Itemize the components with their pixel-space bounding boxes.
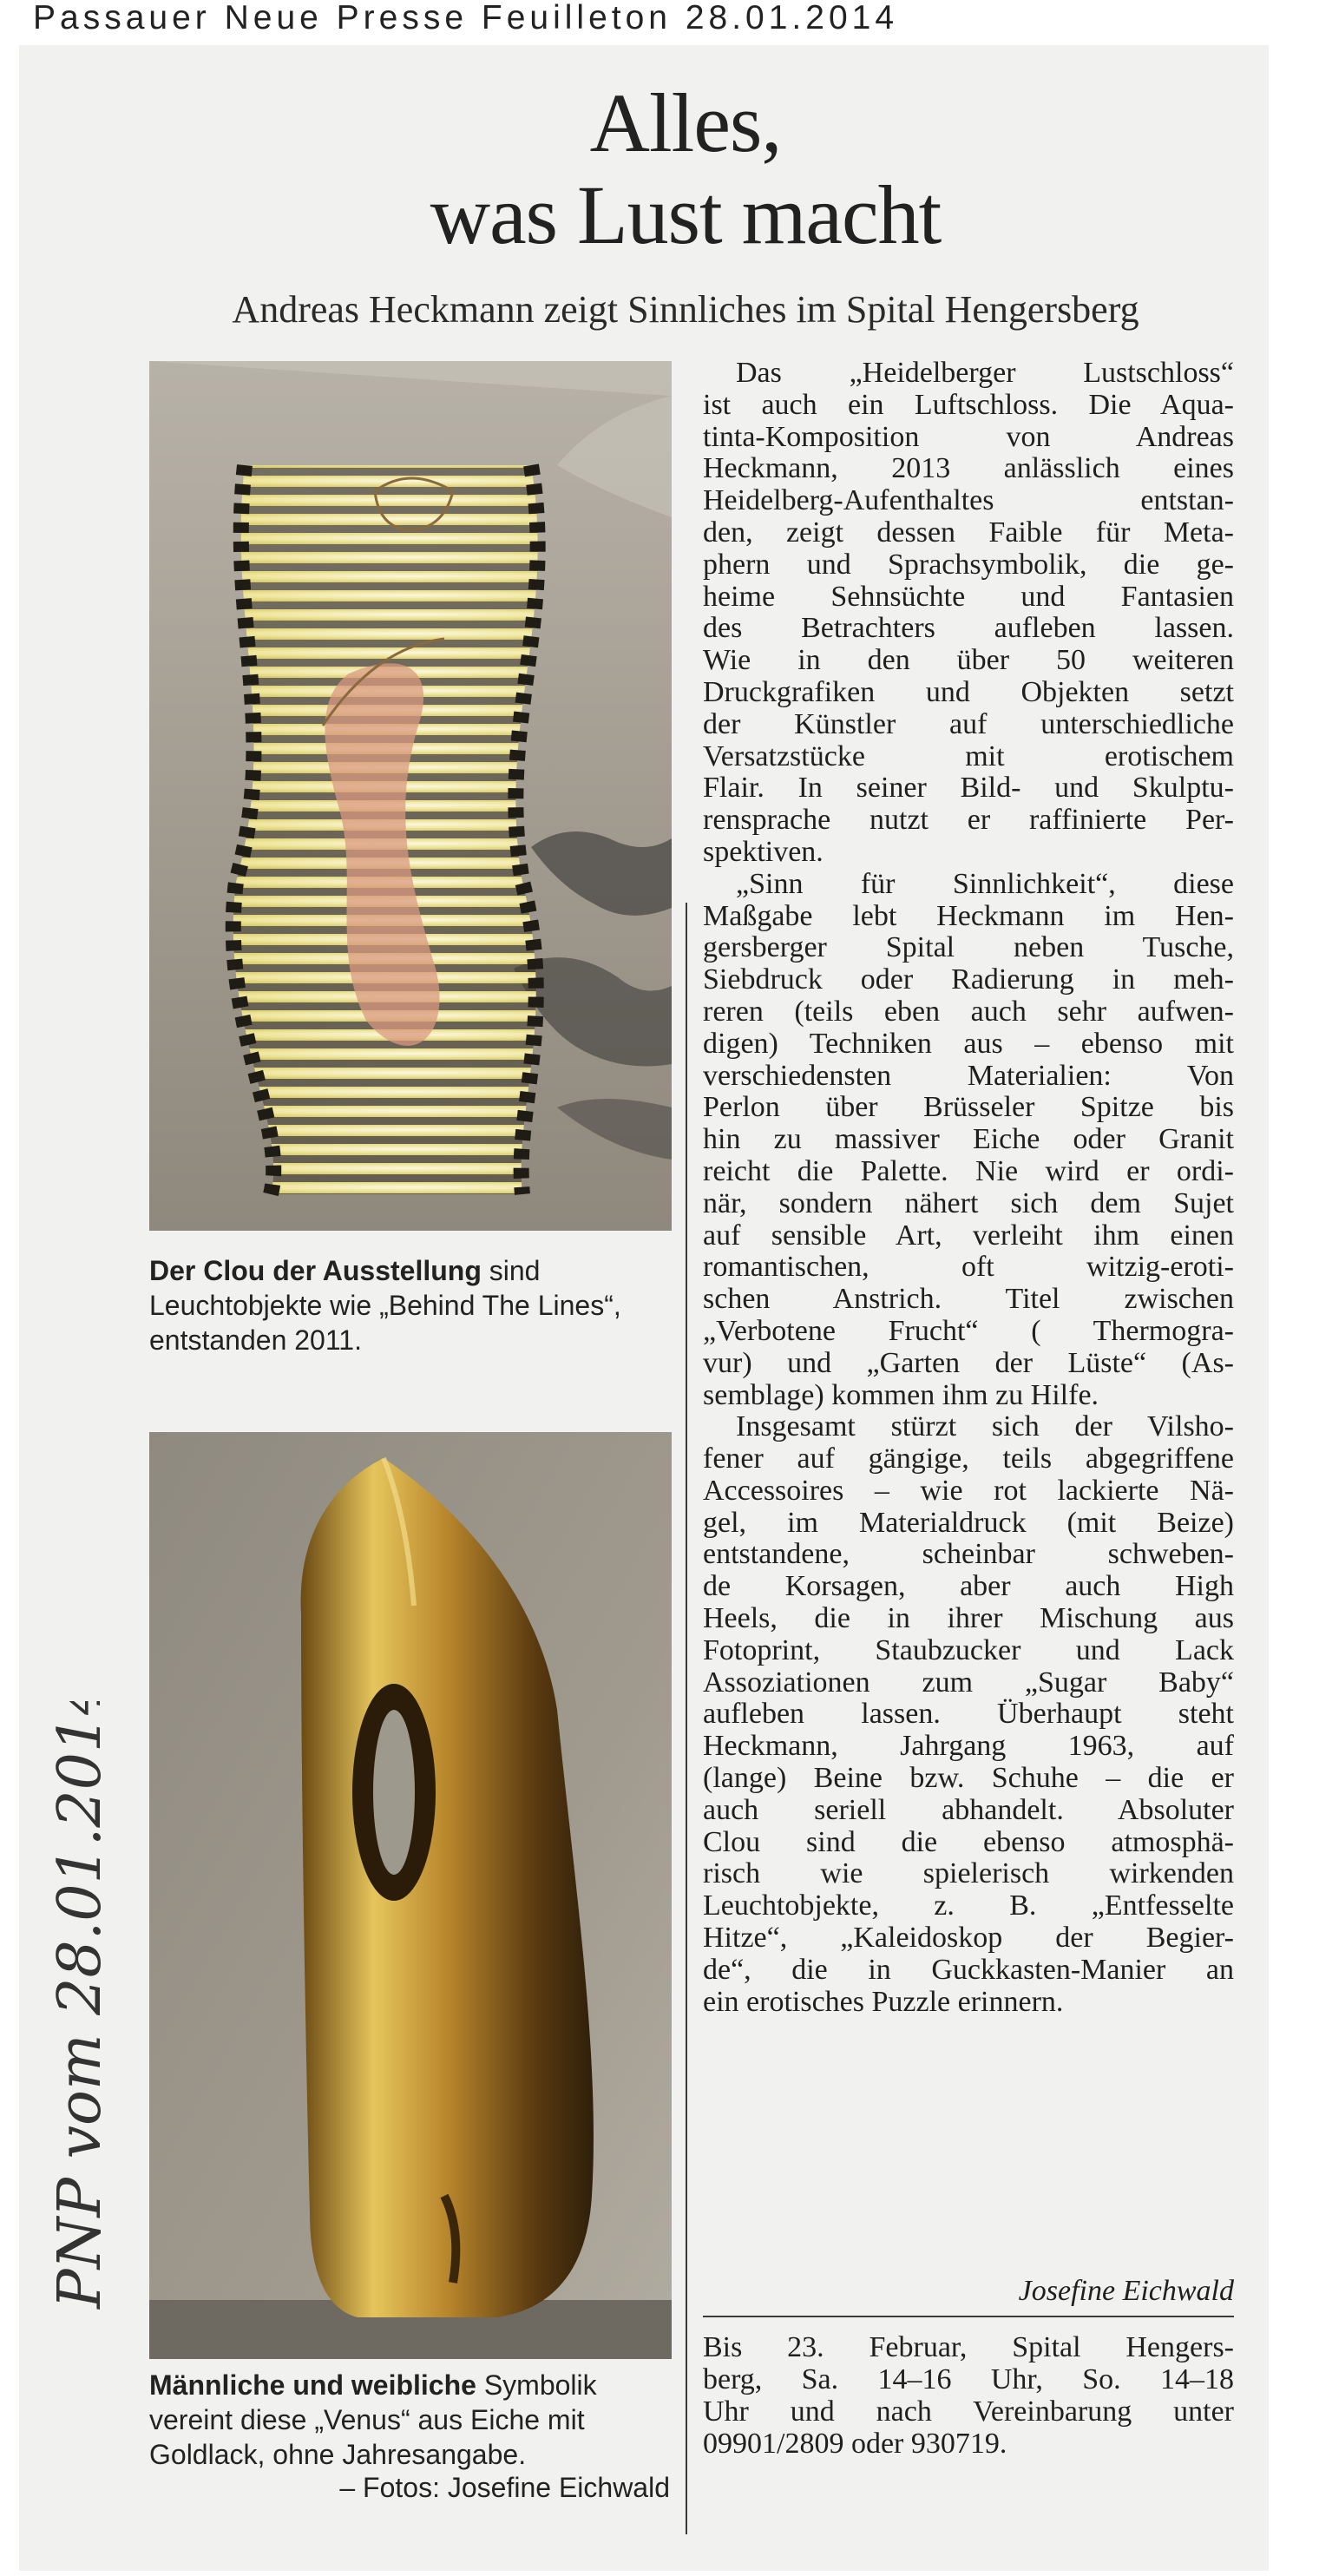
article-line: hin zu massiver Eiche oder Granit: [703, 1123, 1234, 1156]
info-line: 09901/2809 oder 930719.: [703, 2428, 1007, 2460]
article-line: schen Anstrich. Titel zwischen: [703, 1283, 1234, 1316]
article-line: risch wie spielerisch wirkenden: [703, 1857, 1234, 1890]
article-line: „Verbotene Frucht“ ( Thermogra-: [703, 1314, 1234, 1347]
article-line: Wie in den über 50 weiteren: [703, 644, 1234, 677]
article-line: fener auf gängige, teils abgegriffene: [703, 1442, 1234, 1475]
article-line: Heels, die in ihrer Mischung aus: [703, 1602, 1234, 1635]
handwritten-note-text: PNP vom 28.01.2014: [46, 1701, 115, 2309]
photo-venus-sculpture: [149, 1432, 672, 2359]
headline-line-2: was Lust macht: [430, 168, 942, 261]
info-line: Uhr und nach Vereinbarung unter: [703, 2395, 1234, 2428]
article-line: „Sinn für Sinnlichkeit“, diese: [736, 867, 1234, 900]
headline-line-1: Alles,: [589, 76, 782, 169]
article-line: när, sondern nähert sich dem Sujet: [703, 1186, 1234, 1219]
article-line: auf sensible Art, verleiht ihm einen: [703, 1219, 1234, 1252]
article-body: [703, 358, 1234, 2018]
article-line: gel, im Materialdruck (mit Beize): [703, 1506, 1234, 1539]
article-line: Druckgrafiken und Objekten setzt: [703, 675, 1234, 708]
article-line: semblage) kommen ihm zu Hilfe.: [703, 1378, 1099, 1411]
article-line: Maßgabe lebt Heckmann im Hen-: [703, 899, 1234, 932]
article-line: de Korsagen, aber auch High: [703, 1570, 1234, 1603]
column-divider: [686, 903, 687, 2534]
article-line: ein erotisches Puzzle erinnern.: [703, 1985, 1064, 2018]
info-line: berg, Sa. 14–16 Uhr, So. 14–18: [703, 2363, 1234, 2395]
publication-header: Passauer Neue Presse Feuilleton 28.01.2014: [33, 0, 899, 36]
info-divider: [703, 2316, 1234, 2317]
article-line: den, zeigt dessen Faible für Meta-: [703, 516, 1234, 549]
article-line: der Künstler auf unterschiedliche: [703, 707, 1234, 740]
article-line: ist auch ein Luftschloss. Die Aqua-: [703, 388, 1234, 421]
article-line: Heckmann, 2013 anlässlich eines: [703, 452, 1234, 485]
article-line: Heidelberg-Aufenthaltes entstan-: [703, 484, 1234, 517]
article-line: phern und Sprachsymbolik, die ge-: [703, 548, 1234, 581]
article-line: Siebdruck oder Radierung in meh-: [703, 963, 1234, 996]
article-line: Accessoires – wie rot lackierte Nä-: [703, 1474, 1234, 1507]
article-line: Perlon über Brüsseler Spitze bis: [703, 1091, 1234, 1124]
article-line: heime Sehnsüchte und Fantasien: [703, 580, 1234, 613]
article-line: tinta-Komposition von Andreas: [703, 420, 1234, 453]
article-line: Heckmann, Jahrgang 1963, auf: [703, 1730, 1234, 1763]
article-line: Clou sind die ebenso atmosphä-: [703, 1825, 1234, 1858]
article-line: Assoziationen zum „Sugar Baby“: [703, 1666, 1234, 1699]
article-line: de“, die in Guckkasten-Manier an: [703, 1953, 1234, 1986]
article-line: Hitze“, „Kaleidoskop der Begier-: [703, 1922, 1234, 1955]
article-line: reicht die Palette. Nie wird er ordi-: [703, 1154, 1234, 1187]
article-line: entstandene, scheinbar schweben-: [703, 1538, 1234, 1571]
photo2-caption: [149, 2368, 670, 2472]
article-line: Versatzstücke mit erotischem: [703, 739, 1234, 772]
handwritten-note: [17, 1701, 139, 2326]
article-line: gersberger Spital neben Tusche,: [703, 931, 1234, 964]
article-line: Leuchtobjekte, z. B. „Entfesselte: [703, 1889, 1234, 1922]
info-line: Bis 23. Februar, Spital Hengers-: [703, 2331, 1234, 2363]
article-line: reren (teils eben auch sehr aufwen-: [703, 995, 1234, 1028]
article-line: romantischen, oft witzig-eroti-: [703, 1251, 1234, 1284]
photo1-caption-text: sind Leuchtobjekte wie „Behind The Lines“, entstanden 2011.: [149, 1255, 621, 1356]
article-line: Das „Heidelberger Lustschloss“: [736, 357, 1234, 389]
article-author: Josefine Eichwald: [1018, 2275, 1234, 2307]
article-line: spektiven.: [703, 835, 824, 868]
article-line: aufleben lassen. Überhaupt steht: [703, 1698, 1234, 1731]
photo1-caption-bold: Der Clou der Ausstellung: [149, 1255, 482, 1286]
photo2-caption-bold: Männliche und weibliche: [149, 2369, 476, 2401]
photo-light-object: [149, 361, 672, 1231]
subheadline: Andreas Heckmann zeigt Sinnliches im Spital Hengersberg: [232, 288, 1139, 331]
article-line: digen) Techniken aus – ebenso mit: [703, 1027, 1234, 1060]
article-line: (lange) Beine bzw. Schuhe – die er: [703, 1762, 1234, 1795]
article-line: vur) und „Garten der Lüste“ (As-: [703, 1346, 1234, 1379]
photo-credit: – Fotos: Josefine Eichwald: [339, 2472, 670, 2503]
photo2-caption-text: Symbolik vereint diese „Venus“ aus Eiche mit Goldlack, ohne Jahresangabe.: [149, 2369, 597, 2470]
article-line: des Betrachters aufleben lassen.: [703, 612, 1234, 645]
article-line: Fotoprint, Staubzucker und Lack: [703, 1633, 1234, 1666]
article-line: verschiedensten Materialien: Von: [703, 1059, 1234, 1092]
article-line: Flair. In seiner Bild- und Skulptu-: [703, 772, 1234, 805]
photo1-caption: [149, 1253, 670, 1357]
article-line: rensprache nutzt er raffinierte Per-: [703, 804, 1234, 837]
article-line: Insgesamt stürzt sich der Vilsho-: [736, 1410, 1234, 1443]
exhibition-info: [703, 2331, 1234, 2460]
article-line: auch seriell abhandelt. Absoluter: [703, 1793, 1234, 1826]
